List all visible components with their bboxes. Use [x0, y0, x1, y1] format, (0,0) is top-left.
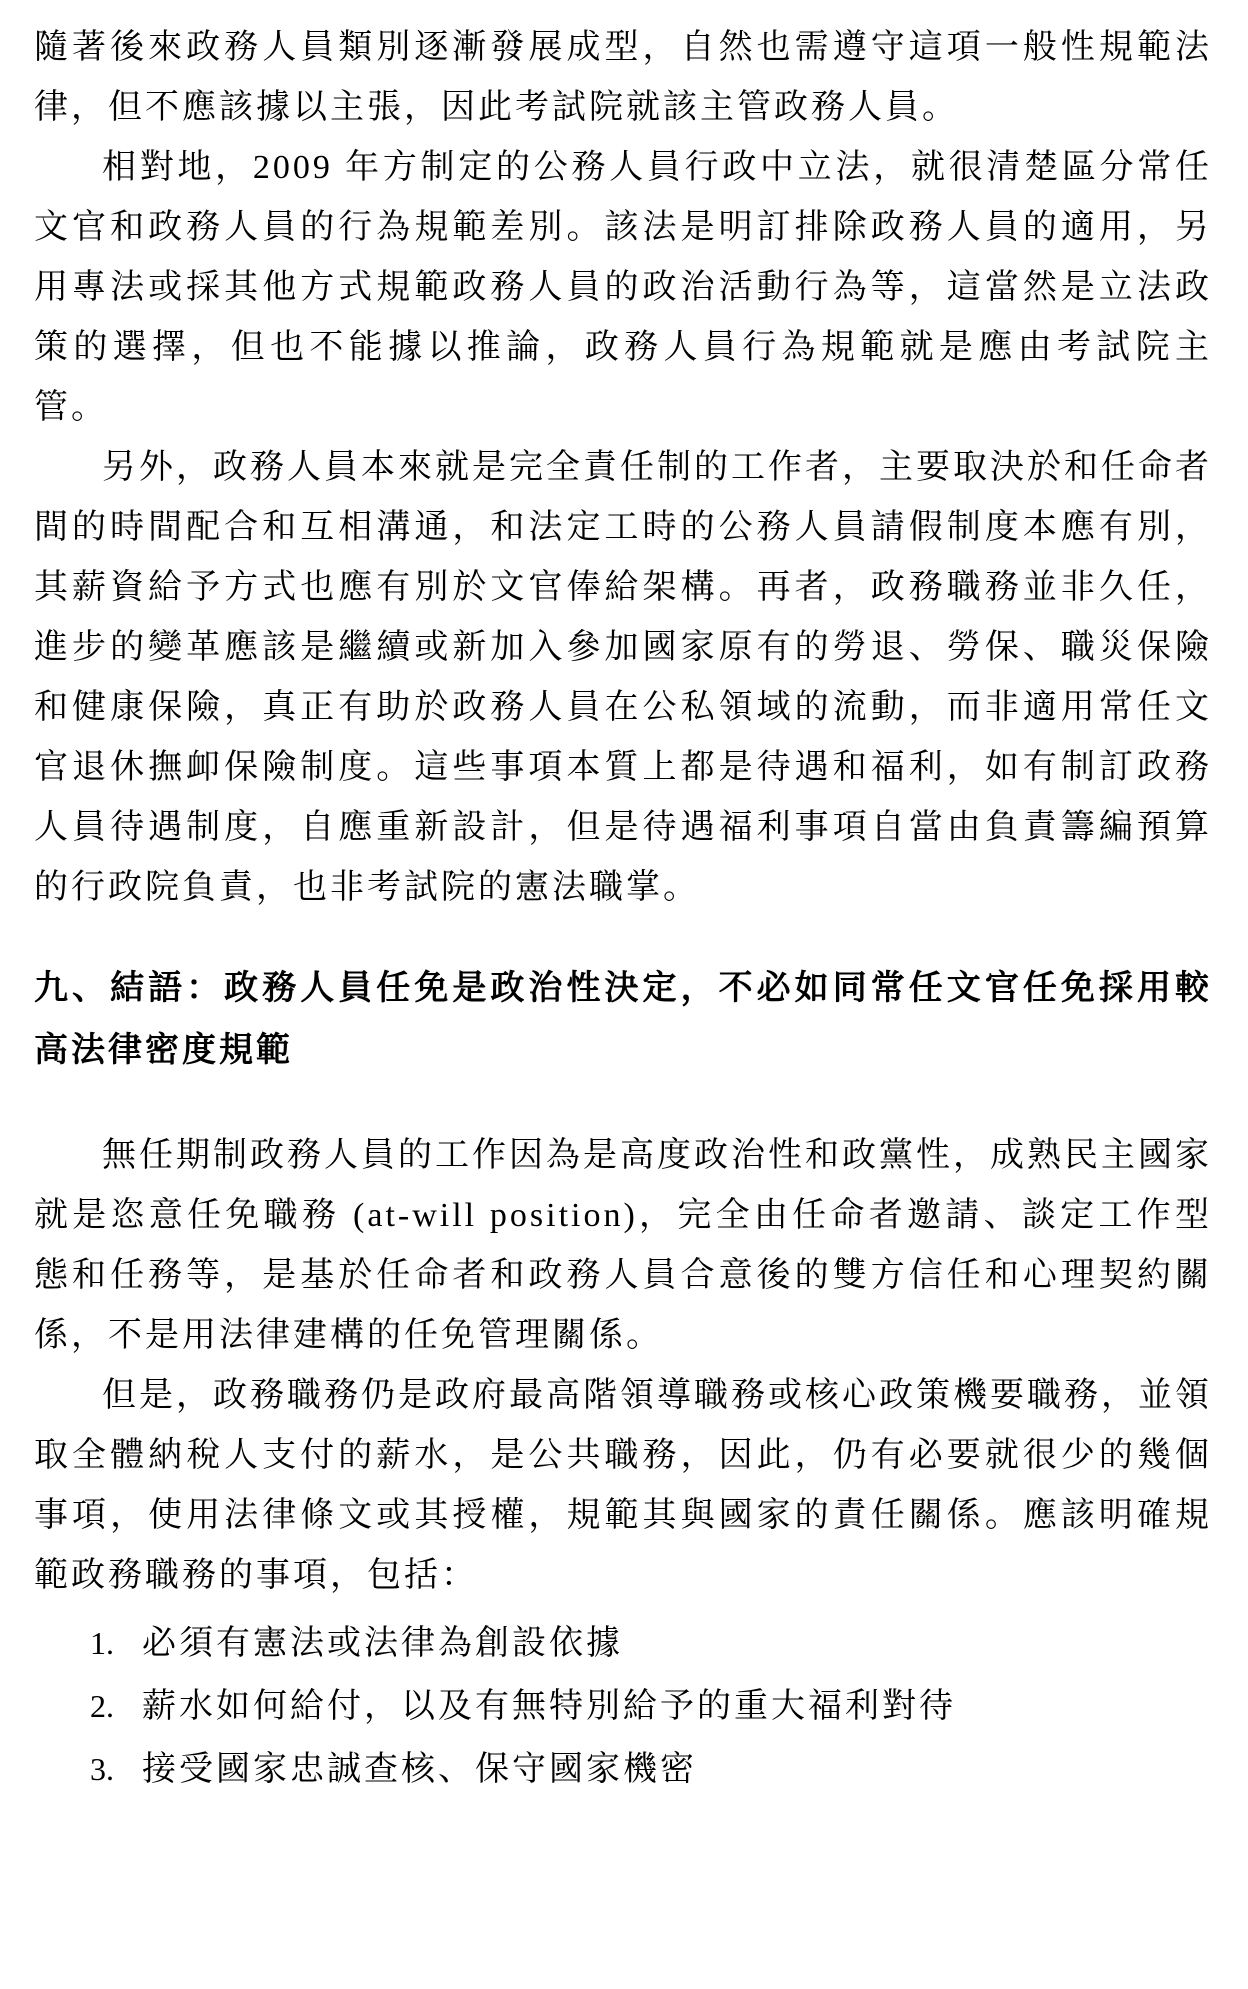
body-paragraph: 相對地，2009 年方制定的公務人員行政中立法，就很清楚區分常任文官和政務人員的行為規範差別。該法是明訂排除政務人員的適用，另用專法或採其他方式規範政務人員的政治活動行為等，這當然是立法政策的選擇，但也不能據以推論，政務人員行為規範就是應由考試院主管。 — [34, 149, 1212, 426]
list-number: 1. — [90, 1625, 114, 1661]
body-paragraph: 無任期制政務人員的工作因為是高度政治性和政黨性，成熟民主國家就是恣意任免職務 (at-will position)，完全由任命者邀請、談定工作型態和任務等，是基於任命者和政務人員合意後的雙方信任和心理契約關係，不是用法律建構的任免管理關係。 — [34, 1137, 1212, 1354]
list-item-text: 薪水如何給付，以及有無特別給予的重大福利對待 — [142, 1688, 956, 1725]
body-paragraph: 另外，政務人員本來就是完全責任制的工作者，主要取決於和任命者間的時間配合和互相溝通，和法定工時的公務人員請假制度本應有別，其薪資給予方式也應有別於文官俸給架構。再者，政務職務並非久任，進步的變革應該是繼續或新加入參加國家原有的勞退、勞保、職災保險和健康保險，真正有助於政務人員在公私領域的流動，而非適用常任文官退休撫卹保險制度。這些事項本質上都是待遇和福利，如有制訂政務人員待遇制度，自應重新設計，但是待遇福利事項自當由負責籌編預算的行政院負責，也非考試院的憲法職掌。 — [34, 449, 1212, 906]
body-paragraph-continuation: 隨著後來政務人員類別逐漸發展成型，自然也需遵守這項一般性規範法律，但不應該據以主張，因此考試院就該主管政務人員。 — [34, 29, 1212, 126]
numbered-list — [34, 1612, 1212, 1801]
list-item — [90, 1675, 1212, 1738]
list-item — [90, 1738, 1212, 1801]
section-heading: 九、結語：政務人員任免是政治性決定，不必如同常任文官任免採用較高法律密度規範 — [34, 970, 1212, 1069]
list-item — [90, 1612, 1212, 1675]
list-item-text: 必須有憲法或法律為創設依據 — [142, 1625, 623, 1662]
body-paragraph: 但是，政務職務仍是政府最高階領導職務或核心政策機要職務，並領取全體納稅人支付的薪水，是公共職務，因此，仍有必要就很少的幾個事項，使用法律條文或其授權，規範其與國家的責任關係。應該明確規範政務職務的事項，包括： — [34, 1377, 1212, 1594]
list-item-text: 接受國家忠誠查核、保守國家機密 — [142, 1751, 697, 1788]
list-number: 3. — [90, 1751, 114, 1787]
list-number: 2. — [90, 1688, 114, 1724]
